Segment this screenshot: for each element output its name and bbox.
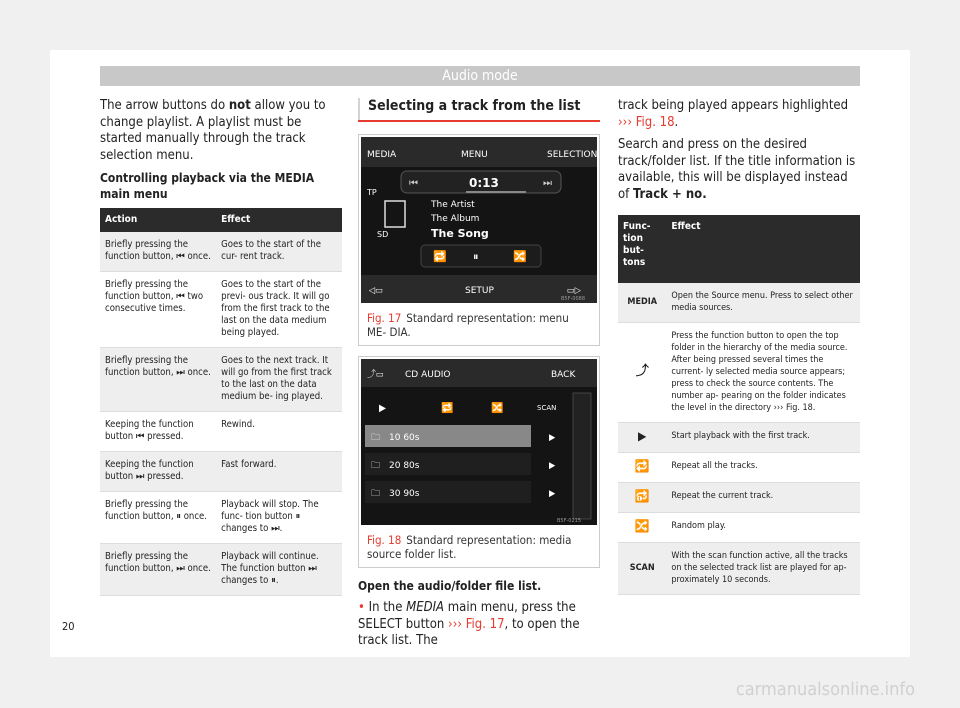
figure-17 <box>358 134 600 346</box>
folder-icon: 🗀 <box>371 433 381 443</box>
topbar-media: MEDIA <box>367 150 397 160</box>
table-row: MEDIA Open the Source menu. Press to select other media sources. <box>618 283 860 323</box>
table-row: Briefly pressing the function button, ⏸ once. Playback will stop. The func- tion button ⏸ changes to ⏭. <box>100 492 342 544</box>
table-row: 🔂 Repeat the current track. <box>618 483 860 513</box>
pause-icon: ⏸ <box>473 250 479 263</box>
play-icon: ▶ <box>549 461 556 471</box>
prev-track-icon: ⏮ <box>409 178 418 189</box>
watermark: carmanualsonline.info <box>735 679 915 700</box>
table-row: Keeping the function button ⏭ pressed. Fast forward. <box>100 452 342 492</box>
column-middle <box>358 98 600 656</box>
paragraph-2: Search and press on the desired track/folder list. If the title information is available, this will be displayed instead of Track + no. <box>618 137 856 202</box>
folder-item: 10 60s <box>389 433 420 443</box>
folder-up-icon: ⤴ <box>635 363 649 379</box>
step-paragraph: • In the MEDIA main menu, press the SELECT button ››› Fig. 17, to open the track list. The <box>358 600 580 648</box>
media-menu-screen <box>361 137 597 303</box>
folder-icon: 🗀 <box>371 461 381 471</box>
bullet-icon: • <box>358 600 369 615</box>
open-list-heading: Open the audio/folder file list. <box>358 579 542 593</box>
section-heading: Selecting a track from the list <box>358 98 600 120</box>
play-icon: ▶ <box>379 403 386 414</box>
topbar-selection: SELECTION <box>547 150 597 160</box>
column-left <box>100 98 342 596</box>
folder-icon: ▭▷ <box>567 286 581 296</box>
figure-ref-link[interactable]: ››› Fig. 17 <box>448 616 505 632</box>
figure-code: B5F-0088 <box>561 296 586 302</box>
repeat-icon: 🔁 <box>441 403 454 414</box>
artist-label: The Artist <box>431 200 475 210</box>
next-track-icon: ⏭ <box>543 178 552 189</box>
play-icon: ▶ <box>549 433 556 443</box>
figure-18 <box>358 356 600 568</box>
time-display: 0:13 <box>469 176 499 190</box>
page-number: 20 <box>62 620 75 633</box>
heading-rule <box>358 120 600 122</box>
scan-button-label: SCAN <box>618 543 666 595</box>
table-row: Keeping the function button ⏮ pressed. Rewind. <box>100 412 342 452</box>
table-row: Briefly pressing the function button, ⏮ two consecutive times. Goes to the start of the previ- ous track. It will go from the first track to the last on the data medium being played. <box>100 272 342 348</box>
table-header-effect: Effect <box>666 215 860 283</box>
shuffle-icon: 🔀 <box>634 519 650 533</box>
folder-icon: 🗀 <box>371 489 381 499</box>
table-row: SCAN With the scan function active, all the tracks on the selected track list are played for ap- proximately 10 seconds. <box>618 543 860 595</box>
figure-17-caption: Fig. 17 Standard representation: menu ME- DIA. <box>367 311 569 339</box>
back-label: BACK <box>551 370 576 380</box>
play-icon: ▶ <box>549 489 556 499</box>
action-effect-table <box>100 208 342 596</box>
topbar-menu: MENU <box>461 150 488 160</box>
table-row: Briefly pressing the function button, ⏭ once. Goes to the next track. It will go from the first track to the last on the data medium be- ing played. <box>100 348 342 412</box>
table-row: ▶ Start playback with the first track. <box>618 423 860 453</box>
table-header-effect: Effect <box>216 208 342 232</box>
scan-label: SCAN <box>537 404 557 412</box>
back-icon: ◁▭ <box>369 286 383 296</box>
shuffle-icon: 🔀 <box>513 250 527 263</box>
paragraph-1: track being played appears highlighted ››› Fig. 18. <box>618 98 849 130</box>
table-row: ⤴ Press the function button to open the top folder in the hierarchy of the media source. After being pressed several times the current- ly selected media source appears; press to check the source contents. The number ap- pearing on the folder indicates the level in the directory ››› Fig. 18. <box>618 323 860 423</box>
folder-list-screen <box>361 359 597 525</box>
table-row: 🔁 Repeat all the tracks. <box>618 453 860 483</box>
table-row: Briefly pressing the function button, ⏭ once. Playback will continue. The function button ⏭ changes to ⏸. <box>100 544 342 596</box>
figure-code: B5F-0215 <box>557 518 582 524</box>
media-menu-graphic <box>361 137 597 303</box>
play-icon: ▶ <box>638 429 647 443</box>
shuffle-icon: 🔀 <box>491 403 504 414</box>
repeat-all-icon: 🔁 <box>634 459 650 473</box>
table-heading: Controlling playback via the MEDIA main menu <box>100 171 315 201</box>
media-button-label: MEDIA <box>618 283 666 323</box>
figure-18-caption: Fig. 18 Standard representation: media source folder list. <box>367 533 572 561</box>
function-buttons-table <box>618 215 860 595</box>
setup-label: SETUP <box>465 286 494 296</box>
page-header: Audio mode <box>100 66 860 86</box>
folder-up-icon: ⤴▭ <box>367 370 384 380</box>
table-header-action: Action <box>100 208 216 232</box>
tp-label: TP <box>367 188 377 197</box>
cd-audio-title: CD AUDIO <box>405 370 451 380</box>
intro-paragraph: The arrow buttons do not allow you to change playlist. A playlist must be started manually through the track selection menu. <box>100 98 326 163</box>
song-label: The Song <box>431 227 489 240</box>
folder-item: 20 80s <box>389 461 420 471</box>
folder-item: 30 90s <box>389 489 420 499</box>
album-label: The Album <box>431 214 480 224</box>
sd-label: SD <box>377 230 389 239</box>
figure-ref-link[interactable]: ››› Fig. 18 <box>618 114 675 130</box>
table-header-function: Func- tion but- tons <box>618 215 666 283</box>
repeat-one-icon: 🔂 <box>634 489 650 503</box>
repeat-icon: 🔁 <box>433 250 447 263</box>
column-right <box>618 98 860 595</box>
table-row: Briefly pressing the function button, ⏮ once. Goes to the start of the cur- rent track. <box>100 232 342 272</box>
folder-list-graphic <box>361 359 597 525</box>
table-row: 🔀 Random play. <box>618 513 860 543</box>
